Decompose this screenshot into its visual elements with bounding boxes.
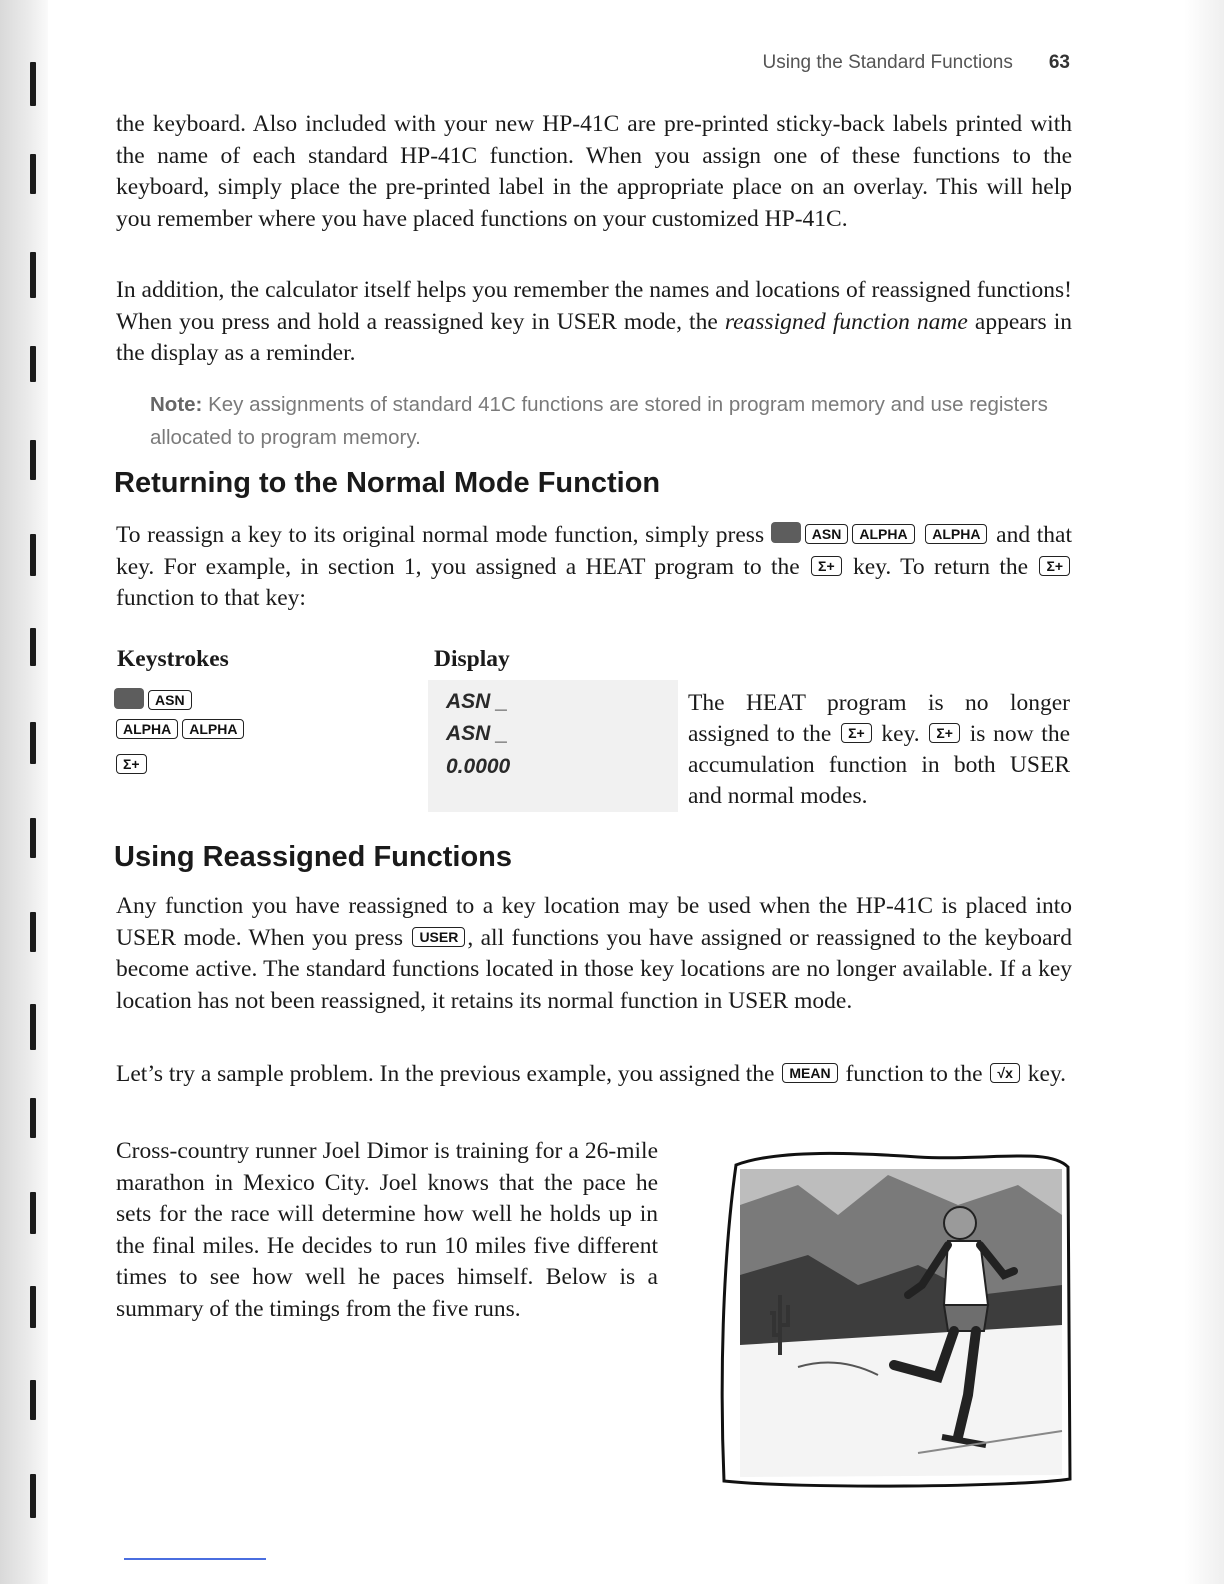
note [150, 388, 1050, 454]
binding-hole [30, 1380, 36, 1420]
key-alpha: ALPHA [925, 524, 987, 544]
text-run: function to that key: [116, 585, 306, 611]
binding-hole [30, 534, 36, 576]
key-mean: MEAN [782, 1063, 837, 1083]
spiral-binding [0, 0, 48, 1584]
shift-key-icon [771, 522, 801, 543]
binding-hole [30, 1192, 36, 1234]
column-heading-display: Display [434, 646, 510, 672]
binding-hole [30, 1286, 36, 1328]
display-readout: ASN _ [446, 690, 508, 713]
key-user: USER [412, 927, 465, 947]
key-alpha: ALPHA [116, 719, 178, 739]
binding-hole [30, 440, 36, 480]
text-run: Any function you have reassigned to a key location may be used when the HP-41C is placed into USER mode. When you press [116, 893, 1072, 951]
binding-hole [30, 252, 36, 298]
sample-problem-paragraph [116, 1059, 1072, 1091]
key-alpha: ALPHA [182, 719, 244, 739]
reassign-paragraph [116, 520, 1072, 615]
text-run: function to the [839, 1061, 989, 1087]
text-run: The HEAT program is no longer assigned to the [688, 690, 1070, 747]
binding-hole [30, 346, 36, 382]
binding-hole [30, 62, 36, 106]
key-sigma-plus: Σ+ [1039, 556, 1070, 576]
key-asn: ASN [805, 524, 849, 544]
key-sqrt-x: √x [990, 1063, 1019, 1083]
text-run: key. To return the [843, 553, 1038, 580]
key-alpha: ALPHA [852, 524, 914, 544]
note-text: Key assignments of standard 41C functions are stored in program memory and use registers allocated to program memory. [150, 393, 1048, 449]
key-sigma-plus: Σ+ [929, 723, 960, 743]
text-run: To reassign a key to its original normal mode function, simply press [116, 522, 771, 548]
keystroke-description [688, 688, 1070, 812]
user-mode-paragraph [116, 891, 1072, 1017]
binding-hole [30, 912, 36, 952]
runner-paragraph: Cross-country runner Joel Dimor is training for a 26-mile marathon in Mexico City. Joel knows that the pace he sets for the race will determine how well he holds up in the final miles. He decides to run 10 miles five different times to see how well he paces himself. Below is a summary of the timings from the five runs. [116, 1138, 658, 1322]
display-readout: 0.0000 [446, 755, 511, 778]
binding-hole [30, 628, 36, 666]
text-run: is now the accumulation function in both USER and normal modes. [688, 721, 1071, 809]
text-run: key. [873, 721, 928, 747]
runner-illustration [718, 1145, 1072, 1489]
key-asn: ASN [148, 690, 192, 710]
running-head [700, 52, 1070, 74]
binding-hole [30, 818, 36, 858]
key-sigma-plus: Σ+ [116, 754, 147, 774]
text-run: key. [1021, 1061, 1067, 1087]
text-run: Let’s try a sample problem. In the previous example, you assigned the [116, 1061, 781, 1087]
display-reminder-paragraph [116, 275, 1072, 370]
shift-key-icon [114, 688, 144, 709]
column-heading-keystrokes: Keystrokes [117, 646, 229, 672]
section-heading-returning: Returning to the Normal Mode Function [114, 467, 661, 499]
page-edge [1184, 0, 1224, 1584]
keystroke-row [114, 754, 149, 782]
binding-hole [30, 1004, 36, 1050]
text-run: and that key. For example, in section 1, you assigned a HEAT program to the [116, 522, 1073, 580]
emphasis: reassigned function name [724, 308, 968, 335]
text-run: appears in the display as a reminder. [116, 308, 1072, 366]
keystroke-row [114, 719, 246, 747]
binding-hole [30, 154, 36, 194]
keystroke-row [114, 688, 194, 716]
key-sigma-plus: Σ+ [841, 723, 872, 743]
running-head-title: Using the Standard Functions [762, 52, 1013, 73]
key-sigma-plus: Σ+ [811, 556, 842, 576]
binding-hole [30, 722, 36, 764]
display-readout: ASN _ [446, 722, 508, 745]
binding-hole [30, 1474, 36, 1518]
intro-paragraph: the keyboard. Also included with your new HP-41C are pre-printed sticky-back labels printed with the name of each standard HP-41C function. When you assign one of these functions to the keyboard, simply place the pre-printed label in the appropriate place on an overlay. This will help you remember where you have placed functions on your customized HP-41C. [116, 111, 1072, 232]
text-run: , all functions you have assigned or reassigned to the keyboard become active. The standard functions located in those key locations are no longer available. If a key location has not been reassigned, it retains its normal function in USER mode. [116, 924, 1072, 1014]
text-run: In addition, the calculator itself helps you remember the names and locations of reassigned functions! When you press and hold a reassigned key in USER mode, the [116, 277, 1072, 335]
footer-rule [124, 1558, 266, 1560]
binding-hole [30, 1098, 36, 1138]
note-label: Note: [150, 393, 203, 416]
section-heading-using: Using Reassigned Functions [114, 841, 512, 873]
page-number: 63 [1048, 52, 1070, 73]
